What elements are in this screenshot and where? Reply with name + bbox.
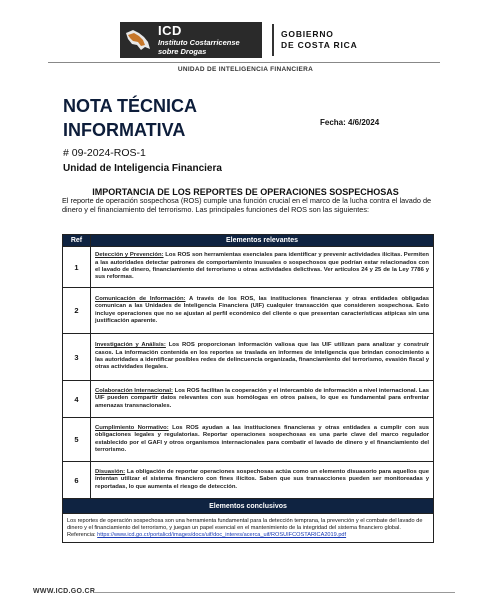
icd-logo <box>120 22 262 58</box>
conclusions-cell <box>63 514 434 543</box>
row-heading: Detección y Prevención: <box>95 252 164 259</box>
elements-table <box>62 234 434 543</box>
footer-rule <box>95 592 455 593</box>
row-ref: 6 <box>63 462 91 499</box>
row-body: Los ROS son herramientas esenciales para identificar y prevenir actividades ilícitas. Permiten a las autoridades detectar patrones de comportamiento inusuales o sospechosos que podrían estar relacionados con el lavado de dinero, financiamiento del terrorismo u otras actividades delictivas. Ver artículos 24 y 25 de la Ley 7786 y sus reformas. <box>95 252 429 281</box>
table-row <box>63 462 434 499</box>
row-text <box>91 288 434 334</box>
table-row <box>63 418 434 462</box>
reference-label: Referencia: <box>67 532 98 538</box>
row-ref: 4 <box>63 381 91 418</box>
row-heading: Cumplimiento Normativo: <box>95 424 169 431</box>
document-date: Fecha: 4/6/2024 <box>320 118 380 127</box>
logo-subtitle-2: sobre Drogas <box>158 47 207 56</box>
title-line-1: NOTA TÉCNICA <box>63 96 197 116</box>
unit-name: Unidad de Inteligencia Financiera <box>63 163 222 174</box>
row-heading: Comunicación de Información: <box>95 295 186 302</box>
row-ref: 2 <box>63 288 91 334</box>
row-ref: 1 <box>63 247 91 288</box>
section-title: IMPORTANCIA DE LOS REPORTES DE OPERACIONES SOSPECHOSAS <box>92 187 399 197</box>
table-row <box>63 334 434 381</box>
conclusions-row <box>63 514 434 543</box>
table-row <box>63 288 434 334</box>
row-ref: 3 <box>63 334 91 381</box>
footer-url[interactable]: WWW.ICD.GO.CR <box>33 588 96 595</box>
conclusions-header-row <box>63 499 434 514</box>
conclusions-text: Los reportes de operación sospechosa son una herramienta fundamental para la detección temprana, la prevención y el combate del lavado de dinero y el financiamiento del terrorismo, y juegan un papel esencial en el mantenimiento de la integridad del sistema financiero global. <box>67 518 423 531</box>
row-text <box>91 247 434 288</box>
row-ref: 5 <box>63 418 91 462</box>
column-header-elements: Elementos relevantes <box>91 235 434 247</box>
table-row <box>63 247 434 288</box>
table-row <box>63 381 434 418</box>
row-text <box>91 381 434 418</box>
row-body: Los ROS proporcionan información valiosa que las UIF utilizan para analizar y construir casos. La información contenida en los reportes se traslada en informes de inteligencia que brindan conocimiento a las autoridades a identificar posibles redes de delincuencia organizada, financiamiento del terrorismo, evasión fiscal y otras actividades ilegales. <box>95 342 429 371</box>
government-label-1: GOBIERNO <box>281 29 334 39</box>
conclusions-heading: Elementos conclusivos <box>63 499 434 514</box>
row-heading: Colaboración Internacional: <box>95 388 173 395</box>
row-heading: Disuasión: <box>95 469 126 476</box>
title-line-2: INFORMATIVA <box>63 120 186 140</box>
logo-name: ICD <box>158 23 182 38</box>
header <box>120 20 380 60</box>
government-label-2: DE COSTA RICA <box>281 40 358 50</box>
row-body: La obligación de reportar operaciones sospechosas actúa como un elemento disuasorio para aquellos que intentan utilizar el sistema financiero con fines ilícitos. Saben que sus transacciones pueden ser monitoreadas y reportadas, lo que aumenta el riesgo de detección. <box>95 469 429 490</box>
costa-rica-map-icon <box>124 27 152 53</box>
table-header-row <box>63 235 434 247</box>
reference-number: # 09-2024-ROS-1 <box>63 147 146 159</box>
row-body: Los ROS ayudan a las instituciones financieras y otras entidades a cumplir con sus obligaciones legales y regulatorias. Reportar operaciones sospechosas es una parte clave del marco regulador establecido por el GAFI y otros organismos internacionales para combatir el lavado de dinero y el financiamiento del terrorismo. <box>95 424 429 453</box>
logo-subtitle-1: Instituto Costarricense <box>158 38 240 47</box>
row-text <box>91 418 434 462</box>
row-body: A través de los ROS, las instituciones financieras y otras entidades obligadas comunican a las Unidades de Inteligencia Financiera (UIF) cualquier transacción que consideren sospechosa. Esto incluye operaciones que no se ajustan al perfil económico del cliente o que presentan características atípicas sin una justificación aparente. <box>95 295 430 324</box>
document-title <box>63 94 197 142</box>
column-header-ref: Ref <box>63 235 91 247</box>
row-body: Los ROS facilitan la cooperación y el intercambio de información a nivel internacional. Las UIF pueden compartir datos relevantes con sus homólogas en otros países, lo que es fundamental para enfrentar amenazas transnacionales. <box>95 388 430 409</box>
intro-paragraph: El reporte de operación sospechosa (ROS) cumple una función crucial en el marco de la lucha contra el lavado de dinero y el financiamiento del terrorismo. Las principales funciones del ROS son las siguientes: <box>62 196 432 214</box>
header-divider <box>272 24 274 56</box>
header-rule <box>48 62 440 63</box>
reference-link[interactable]: https://www.icd.go.cr/portalicd/images/docs/uif/doc_interes/acerca_uif/ROSUIFCOSTARICA2019.pdf <box>97 532 347 538</box>
row-heading: Investigación y Análisis: <box>95 342 166 349</box>
row-text <box>91 462 434 499</box>
unit-banner: UNIDAD DE INTELIGENCIA FINANCIERA <box>177 66 314 73</box>
row-text <box>91 334 434 381</box>
